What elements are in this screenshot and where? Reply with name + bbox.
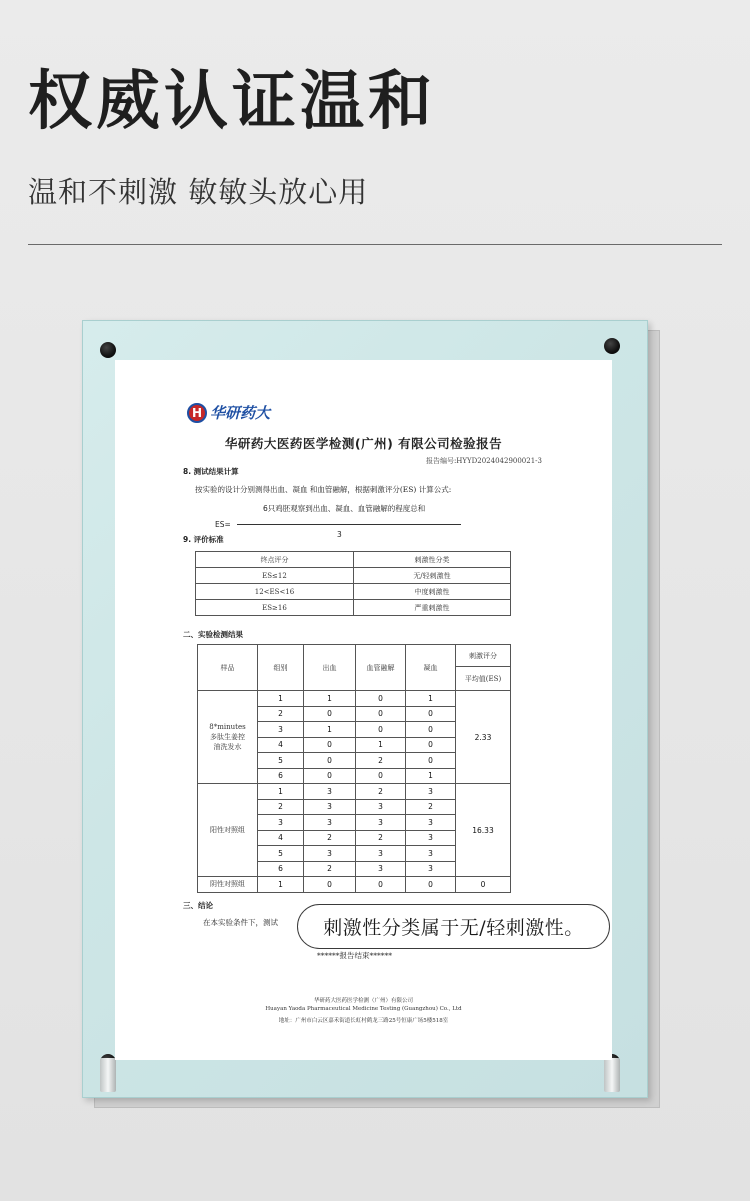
bolt-top-left bbox=[100, 342, 116, 358]
results-cell: 0 bbox=[406, 753, 456, 769]
sample-3-average: 0 bbox=[456, 877, 511, 893]
section-3-text: 在本实验条件下，测试 bbox=[203, 918, 278, 927]
report-end: ******报告结束****** bbox=[317, 951, 392, 960]
results-cell: 1 bbox=[258, 691, 304, 707]
sample-3-name: 阴性对照组 bbox=[198, 877, 258, 893]
results-cell: 2 bbox=[356, 784, 406, 800]
standoff-bottom-right bbox=[604, 1058, 620, 1092]
conclusion-callout: 刺激性分类属于无/轻刺激性。 bbox=[297, 904, 610, 949]
criteria-cell: 12<ES<16 bbox=[196, 584, 354, 600]
standoff-bottom-left bbox=[100, 1058, 116, 1092]
results-cell: 2 bbox=[356, 753, 406, 769]
results-cell: 2 bbox=[356, 830, 406, 846]
section-3-title: 三、结论 bbox=[183, 901, 213, 910]
results-header: 凝血 bbox=[406, 645, 456, 691]
results-cell: 3 bbox=[356, 846, 406, 862]
footer-company-en: Huayan Yaoda Pharmaceutical Medicine Testing (Guangzhou) Co., Ltd bbox=[265, 1006, 462, 1012]
logo-text: 华研药大 bbox=[210, 404, 271, 422]
results-header: 组别 bbox=[258, 645, 304, 691]
sample-1-line: 多肽生姜控 bbox=[210, 732, 245, 741]
section-8-text: 按实验的设计分别测得出血、凝血 和血管融解，根据刺激评分(ES) 计算公式: bbox=[195, 485, 452, 494]
results-cell: 4 bbox=[258, 830, 304, 846]
sample-2-name: 阳性对照组 bbox=[198, 784, 258, 877]
results-cell: 1 bbox=[304, 691, 356, 707]
results-cell: 3 bbox=[406, 846, 456, 862]
section-9-title: 9. 评价标准 bbox=[183, 535, 224, 544]
sample-1-line: 油洗发水 bbox=[213, 743, 242, 752]
results-cell: 0 bbox=[356, 877, 406, 893]
results-cell: 3 bbox=[356, 799, 406, 815]
results-cell: 0 bbox=[356, 691, 406, 707]
results-cell: 3 bbox=[304, 815, 356, 831]
criteria-cell: 严重刺激性 bbox=[354, 600, 511, 616]
results-header: 平均值(ES) bbox=[456, 667, 511, 691]
section-8-title: 8. 测试结果计算 bbox=[183, 467, 239, 476]
results-cell: 1 bbox=[258, 877, 304, 893]
results-cell: 0 bbox=[356, 768, 406, 784]
results-cell: 1 bbox=[356, 737, 406, 753]
results-cell: 2 bbox=[258, 706, 304, 722]
results-table bbox=[197, 644, 511, 893]
results-cell: 6 bbox=[258, 768, 304, 784]
report-paper bbox=[115, 360, 612, 1060]
results-cell: 0 bbox=[406, 722, 456, 738]
results-cell: 0 bbox=[356, 706, 406, 722]
sample-1-average: 2.33 bbox=[456, 691, 511, 784]
results-cell: 2 bbox=[304, 830, 356, 846]
results-cell: 1 bbox=[304, 722, 356, 738]
results-cell: 3 bbox=[356, 815, 406, 831]
results-cell: 0 bbox=[304, 737, 356, 753]
results-header: 刺激评分 bbox=[456, 645, 511, 667]
results-cell: 3 bbox=[406, 784, 456, 800]
results-cell: 1 bbox=[258, 784, 304, 800]
results-cell: 0 bbox=[304, 753, 356, 769]
criteria-header: 刺激性分类 bbox=[354, 552, 511, 568]
criteria-cell: 无/轻刺激性 bbox=[354, 568, 511, 584]
criteria-table bbox=[195, 551, 511, 616]
results-header: 出血 bbox=[304, 645, 356, 691]
results-cell: 3 bbox=[258, 815, 304, 831]
criteria-header: 终点评分 bbox=[196, 552, 354, 568]
results-cell: 3 bbox=[258, 722, 304, 738]
criteria-cell: 中度刺激性 bbox=[354, 584, 511, 600]
results-header: 样品 bbox=[198, 645, 258, 691]
logo-mark: H bbox=[187, 403, 207, 423]
results-cell: 1 bbox=[406, 691, 456, 707]
criteria-cell: ES≥16 bbox=[196, 600, 354, 616]
section-2-title: 二、实验检测结果 bbox=[183, 630, 243, 639]
results-cell: 0 bbox=[406, 737, 456, 753]
results-cell: 0 bbox=[406, 877, 456, 893]
results-cell: 3 bbox=[356, 861, 406, 877]
results-cell: 3 bbox=[304, 799, 356, 815]
results-cell: 6 bbox=[258, 861, 304, 877]
results-cell: 0 bbox=[406, 706, 456, 722]
results-cell: 3 bbox=[406, 815, 456, 831]
sample-2-average: 16.33 bbox=[456, 784, 511, 877]
results-cell: 2 bbox=[304, 861, 356, 877]
page-title: 权威认证温和 bbox=[28, 65, 436, 139]
results-cell: 4 bbox=[258, 737, 304, 753]
formula-numerator: 6只鸡胚观察到出血、凝血、血管融解的程度总和 bbox=[263, 504, 426, 513]
report-title: 华研药大医药医学检测(广州) 有限公司检验报告 bbox=[224, 436, 503, 451]
report-number: 报告编号:HYYD2024042900021-3 bbox=[425, 457, 542, 465]
results-cell: 3 bbox=[406, 830, 456, 846]
formula-line bbox=[237, 524, 461, 525]
results-cell: 5 bbox=[258, 753, 304, 769]
sample-1-line: 8*minutes bbox=[209, 722, 246, 731]
results-cell: 1 bbox=[406, 768, 456, 784]
formula-denominator: 3 bbox=[337, 530, 342, 539]
results-cell: 2 bbox=[406, 799, 456, 815]
results-header: 血管融解 bbox=[356, 645, 406, 691]
company-logo bbox=[187, 402, 270, 423]
results-cell: 0 bbox=[356, 722, 406, 738]
results-cell: 3 bbox=[406, 861, 456, 877]
results-cell: 3 bbox=[304, 846, 356, 862]
footer-company: 华研药大医药医学检测（广州）有限公司 bbox=[313, 998, 413, 1004]
bolt-top-right bbox=[604, 338, 620, 354]
sample-1-name bbox=[198, 691, 258, 784]
footer-address: 地址：广州市白云区嘉禾街道长虹村鹤龙三路25号恒康广场5楼518室 bbox=[278, 1018, 449, 1024]
results-cell: 0 bbox=[304, 877, 356, 893]
results-cell: 2 bbox=[258, 799, 304, 815]
results-cell: 5 bbox=[258, 846, 304, 862]
criteria-cell: ES≤12 bbox=[196, 568, 354, 584]
results-cell: 0 bbox=[304, 768, 356, 784]
formula-label: ES= bbox=[215, 520, 231, 529]
results-cell: 0 bbox=[304, 706, 356, 722]
page-subtitle: 温和不刺激 敏敏头放心用 bbox=[28, 175, 369, 209]
header-divider bbox=[28, 244, 722, 245]
results-cell: 3 bbox=[304, 784, 356, 800]
